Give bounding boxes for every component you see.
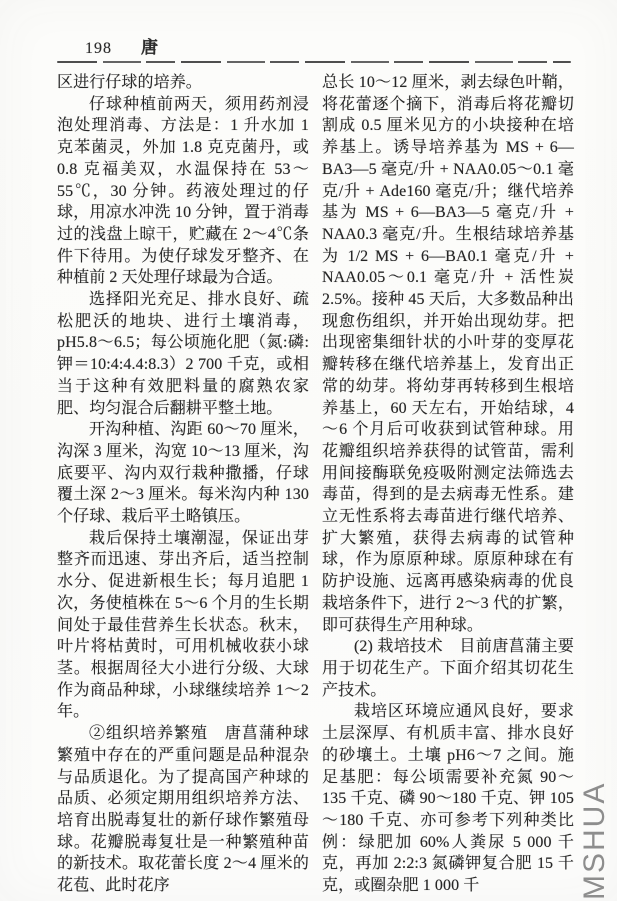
two-column-text-body xyxy=(57,72,574,897)
running-title: 唐 xyxy=(141,38,159,57)
paragraph: 区进行仔球的培养。 xyxy=(57,74,202,91)
paragraph: 选择阳光充足、排水良好、疏松肥沃的地块、进行土壤消毒，pH5.8～6.5；每公顷施化肥（氮:磷:钾＝10:4:4.4:8.3）2 700 千克，或相当于这种有效肥料量的腐熟农家肥、均匀混合后翻耕平整土地。 xyxy=(57,291,309,417)
paragraph: ②组织培养繁殖 唐菖蒲种球繁殖中存在的严重问题是品种混杂与品质退化。为了提高国产种球的品质、必须定期用组织培养方法、培育出脱毒复壮的新仔球作繁殖母球。花瓣脱毒复壮是一种繁殖种苗的新技术。取花蕾长度 2～4 厘米的花苞、此时花序 xyxy=(57,725,309,895)
page-number: 198 xyxy=(85,40,112,57)
paragraph: 仔球种植前两天，须用药剂浸泡处理消毒、方法是：1 升水加 1 克苯菌灵，外加 1.8 克克菌丹，或 0.8 克福美双，水温保持在 53～55℃，30 分钟。药液处理过的仔球，用凉水冲洗 10 分钟，置于消毒过的浅盘上晾干，贮藏在 2～4℃条件下待用。为使仔球发牙整齐、在种植前 2 天处理仔球最为合适。 xyxy=(57,95,309,287)
right-column xyxy=(322,72,574,897)
left-column xyxy=(57,72,309,897)
header-divider-rule xyxy=(57,61,571,63)
paragraph: 栽培区环境应通风良好，要求土层深厚、有机质丰富、排水良好的砂壤土。土壤 pH6～7 之间。施足基肥：每公顷需要补充氮 90～135 千克、磷 90～180 千克、钾 105～180 千克、亦可参考下列种类比例：绿肥加 60%人粪尿 5 000 千克，再加 2:2:3 氮磷钾复合肥 15 千克，或圈杂肥 1 000 千 xyxy=(322,703,574,895)
paragraph: 总长 10～12 厘米，剥去绿色叶鞘，将花蕾逐个摘下，消毒后将花瓣切割成 0.5 厘米见方的小块接种在培养基上。诱导培养基为 MS + 6—BA3—5 毫克/升 + NAA0.05～0.1 毫克/升 + Ade160 毫克/升；继代培养基为 MS + 6—BA3—5 毫克/升 + NAA0.3 毫克/升。生根结球培养基为 1/2 MS + 6—BA0.1 毫克/升 + NAA0.05～0.1 毫克/升 + 活性炭 2.5%。接种 45 天后，大多数品种出现愈伤组织，并开始出现幼芽。把出现密集细针状的小叶芽的变厚花瓣转移在继代培养基上，发育出正常的幼芽。将幼芽再转移到生根培养基上，60 天左右，开始结球，4～6 个月后可收获到试管种球。用花瓣组织培养获得的试管苗，需利用间接酶联免疫吸附测定法筛选去毒苗，得到的是去病毒无性系。建立无性系将去毒苗进行继代培养、扩大繁殖，获得去病毒的试管种球，作为原原种球。原原种球在有防护设施、远离再感染病毒的优良栽培条件下，进行 2～3 代的扩繁，即可获得生产用种球。 xyxy=(322,74,574,634)
running-header xyxy=(85,33,159,58)
paragraph: (2) 栽培技术 目前唐菖蒲主要用于切花生产。下面介绍其切花生产技术。 xyxy=(322,638,574,699)
paragraph: 开沟种植、沟距 60～70 厘米，沟深 3 厘米，沟宽 10～13 厘米，沟底要平、沟内双行栽种撒播，仔球覆土深 2～3 厘米。每米沟内种 130 个仔球、栽后平土略镇压。 xyxy=(57,421,309,526)
paragraph: 栽后保持土壤潮湿，保证出芽整齐而迅速、芽出齐后，适当控制水分、促进新根生长；每月追肥 1 次，务使植株在 5～6 个月的生长期间处于最佳营养生长状态。秋末，叶片将枯黄时，可用机械收获小球茎。根据周径大小进行分级、大球作为商品种球，小球继续培养 1～2 年。 xyxy=(57,529,309,721)
watermark: MSHUA xyxy=(578,781,611,900)
